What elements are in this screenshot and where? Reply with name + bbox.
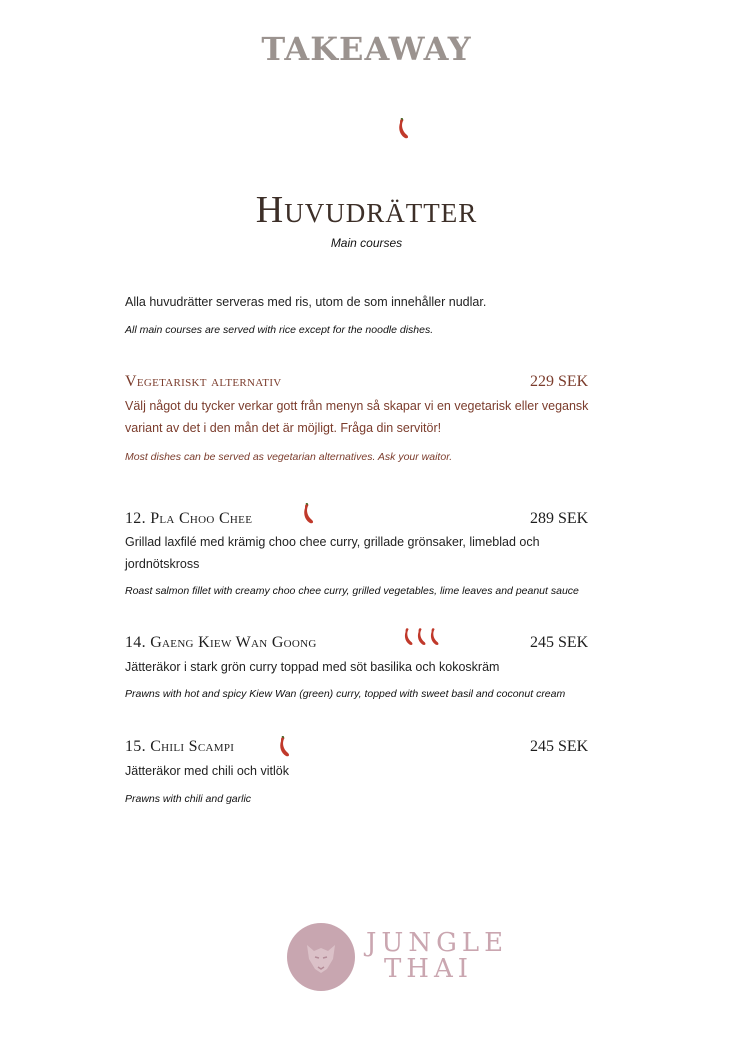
takeaway-heading: TAKEAWAY bbox=[261, 30, 472, 68]
dish-name: 15. Chili Scampi bbox=[125, 738, 235, 755]
dish-name: Vegetariskt alternativ bbox=[125, 373, 282, 390]
spice-level bbox=[403, 626, 441, 648]
logo-line2: THAI bbox=[383, 954, 474, 984]
dish-description-en: Most dishes can be served as vegetarian alternatives. Ask your waitor. bbox=[125, 451, 453, 463]
chili-icon bbox=[278, 736, 292, 758]
dish-description-line2: jordnötskross bbox=[125, 557, 200, 571]
dish-description-en: Prawns with hot and spicy Kiew Wan (green) curry, topped with sweet basil and coconut cream bbox=[125, 688, 566, 700]
section-subtitle: Main courses bbox=[330, 236, 403, 250]
chili-icon bbox=[302, 503, 316, 525]
chili-icon bbox=[429, 626, 441, 648]
logo-tiger-emblem bbox=[287, 923, 355, 991]
chili-icon bbox=[416, 626, 428, 648]
dish-price: 289 SEK bbox=[530, 510, 589, 527]
dish-price: 229 SEK bbox=[530, 373, 589, 390]
chili-icon bbox=[397, 118, 411, 140]
dish-name: 14. Gaeng Kiew Wan Goong bbox=[125, 634, 317, 651]
dish-description-en: Roast salmon fillet with creamy choo chee curry, grilled vegetables, lime leaves and peanut sauce bbox=[125, 585, 579, 597]
intro-text: Alla huvudrätter serveras med ris, utom de som innehåller nudlar. bbox=[125, 295, 487, 309]
dish-description-line1: Välj något du tycker verkar gott från menyn så skapar vi en vegetarisk eller vegansk bbox=[125, 399, 589, 413]
dish-description-line1: Grillad laxfilé med krämig choo chee curry, grillade grönsaker, limeblad och bbox=[125, 535, 540, 549]
section-title: Huvudrätter bbox=[255, 189, 478, 231]
intro-text-en: All main courses are served with rice except for the noodle dishes. bbox=[125, 324, 434, 336]
dish-description-line2: variant av det i den mån det är möjligt. Fråga din servitör! bbox=[125, 421, 442, 435]
dish-price: 245 SEK bbox=[530, 634, 589, 651]
dish-price: 245 SEK bbox=[530, 738, 589, 755]
logo-line1: JUNGLE bbox=[366, 928, 509, 958]
dish-description-line1: Jätteräkor i stark grön curry toppad med söt basilika och kokoskräm bbox=[125, 660, 500, 674]
dish-description-en: Prawns with chili and garlic bbox=[125, 793, 252, 805]
dish-name: 12. Pla Choo Chee bbox=[125, 510, 253, 527]
dish-description-line1: Jätteräkor med chili och vitlök bbox=[125, 764, 289, 778]
chili-icon bbox=[403, 626, 415, 648]
logo-wordmark bbox=[366, 928, 509, 984]
